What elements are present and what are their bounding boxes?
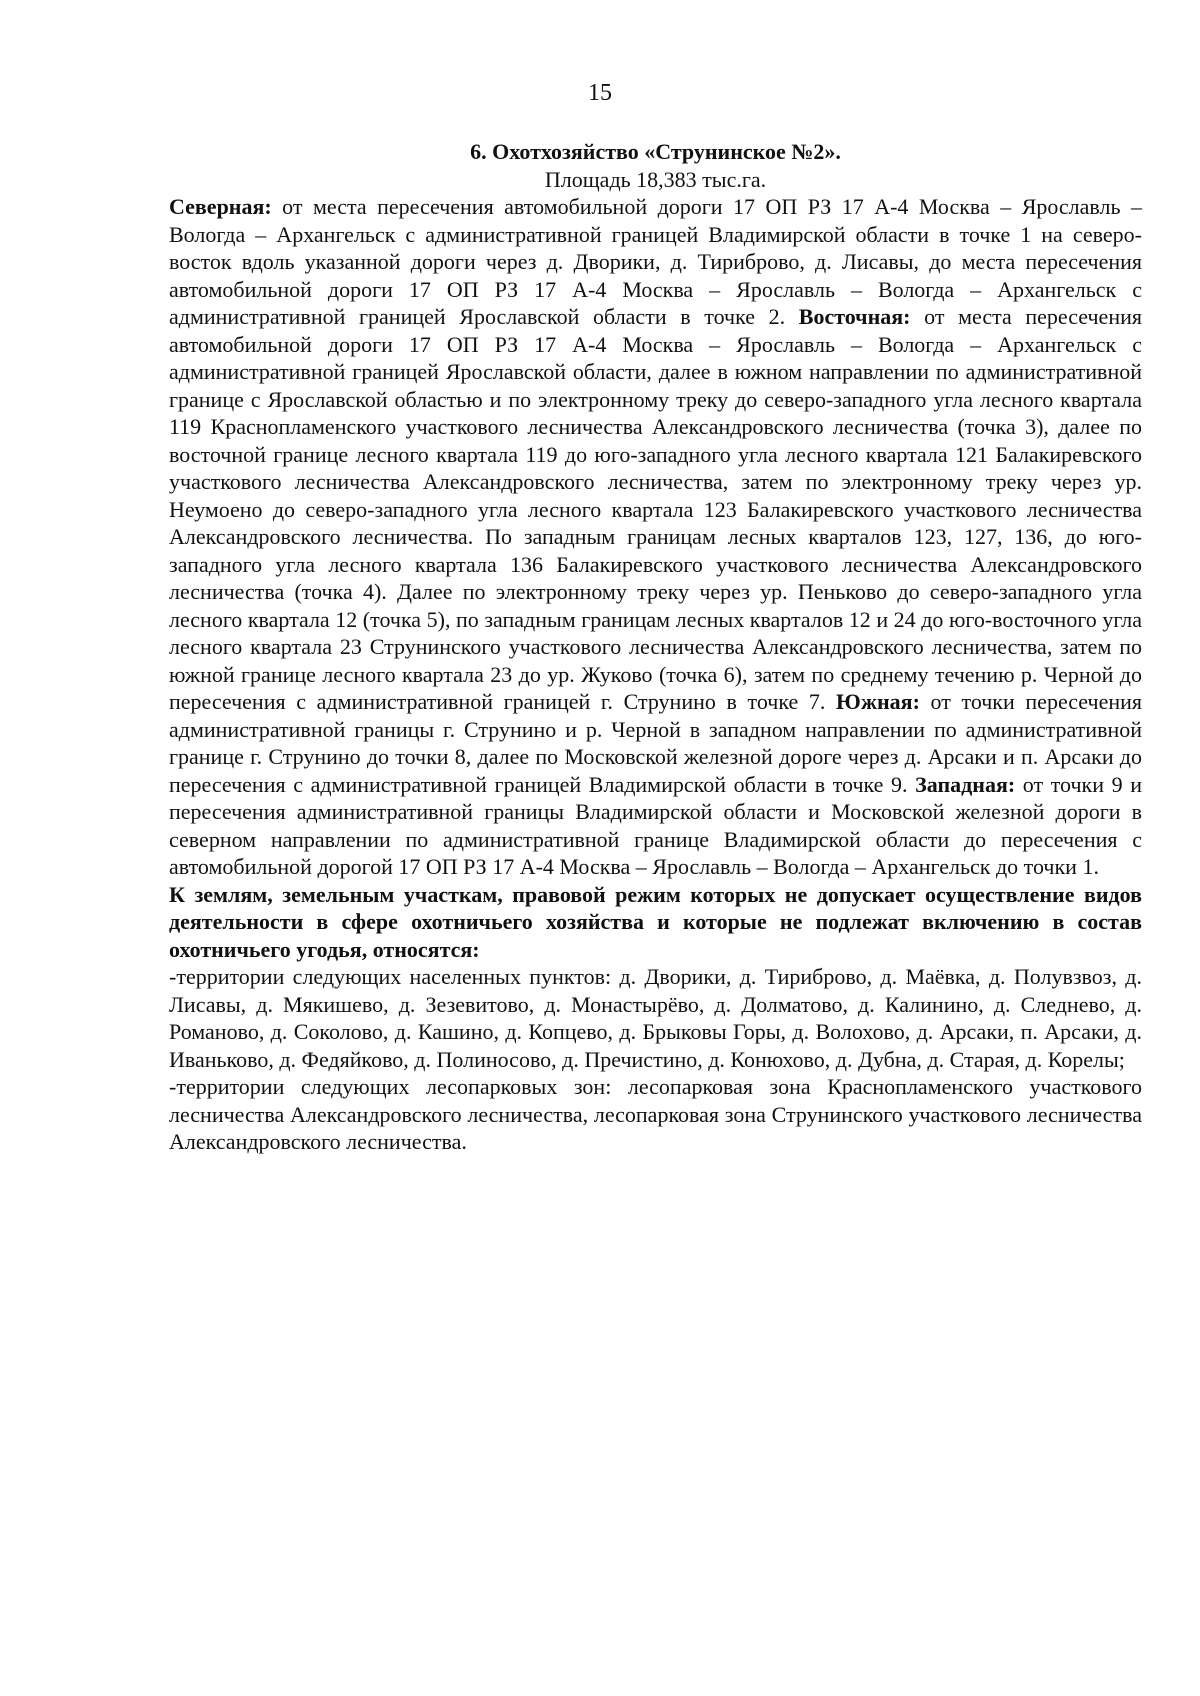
exclusions-heading: К землям, земельным участкам, правовой режим которых не допускает осуществление видов деятельности в сфере охотничьего хозяйства и которые не подлежат включению в состав охотничьего угодья, относятся: [169,881,1142,962]
exclusion-forest-park-zones: -территории следующих лесопарковых зон: лесопарковая зона Краснопламенского участкового лесничества Александровского лесничества, лесопарковая зона Струнинского участкового лесничества Александровского лесничества. [169,1074,1142,1154]
north-label: Северная: [169,194,272,219]
document-body [169,138,1142,1156]
north-text: от места пересечения автомобильной дороги 17 ОП РЗ 17 А-4 Москва – Ярославль – Вологда – Архангельск с административной границей Владимирской области в точке 1 на северо-восток вдоль указанной дороги через д. Дворики, д. Тириброво, д. Лисавы, до места пересечения автомобильной дороги 17 ОП РЗ 17 А-4 Москва – Ярославль – Вологда – Архангельск с административной границей Ярославской области в точке 2. [169,194,1142,329]
area-line: Площадь 18,383 тыс.га. [544,166,767,192]
exclusion-settlements: -территории следующих населенных пунктов: д. Дворики, д. Тириброво, д. Маёвка, д. Полувзвоз, д. Лисавы, д. Мякишево, д. Зезевитово, д. Монастырёво, д. Долматово, д. Калинино, д. Следнево, д. Романово, д. Соколово, д. Кашино, д. Копцево, д. Брыковы Горы, д. Волохово, д. Арсаки, п. Арсаки, д. Иваньково, д. Федяйково, д. Полиносово, д. Пречистино, д. Конюхово, д. Дубна, д. Старая, д. Корелы; [169,964,1142,1072]
page-number: 15 [588,80,612,106]
east-label: Восточная: [798,304,911,329]
south-text: от точки пересечения административной границы г. Струнино и р. Черной в западном направлении по административной границе г. Струнино до точки 8, далее по Московской железной дороге через д. Арсаки и п. Арсаки до пересечения с административной границей Владимирской области в точке 9. [169,689,1142,797]
south-label: Южная: [836,689,920,714]
east-text: от места пересечения автомобильной дороги 17 ОП РЗ 17 А-4 Москва – Ярославль – Вологда – Архангельск с административной границей Ярославской области, далее в южном направлении по административной границе с Ярославской областью и по электронному треку до северо-западного угла лесного квартала 119 Краснопламенского участкового лесничества Александровского лесничества (точка 3), далее по восточной границе лесного квартала 119 до юго-западного угла лесного квартала 121 Балакиревского участкового лесничества Александровского лесничества, затем по электронному треку через ур. Неумоено до северо-западного угла лесного квартала 123 Балакиревского участкового лесничества Александровского лесничества. По западным границам лесных кварталов 123, 127, 136, до юго-западного угла лесного квартала 136 Балакиревского участкового лесничества Александровского лесничества (точка 4). Далее по электронному треку через ур. Пеньково до северо-западного угла лесного квартала 12 (точка 5), по западным границам лесных кварталов 12 и 24 до юго-восточного угла лесного квартала 23 Струнинского участкового лесничества Александровского лесничества, затем по южной границе лесного квартала 23 до ур. Жуково (точка 6), затем по среднему течению р. Черной до пересечения с административной границей г. Струнино в точке 7. [169,304,1142,714]
boundaries-paragraph [169,193,1142,881]
section-title: 6. Охотхозяйство «Струнинское №2». [470,139,841,164]
west-label: Западная: [915,771,1016,797]
west-text: от точки 9 и пересечения административной границы Владимирской области и Московской железной дороги в северном направлении по административной границе Владимирской области до пересечения с автомобильной дорогой 17 ОП РЗ 17 А-4 Москва – Ярославль – Вологда – Архангельск до точки 1. [169,771,1142,879]
